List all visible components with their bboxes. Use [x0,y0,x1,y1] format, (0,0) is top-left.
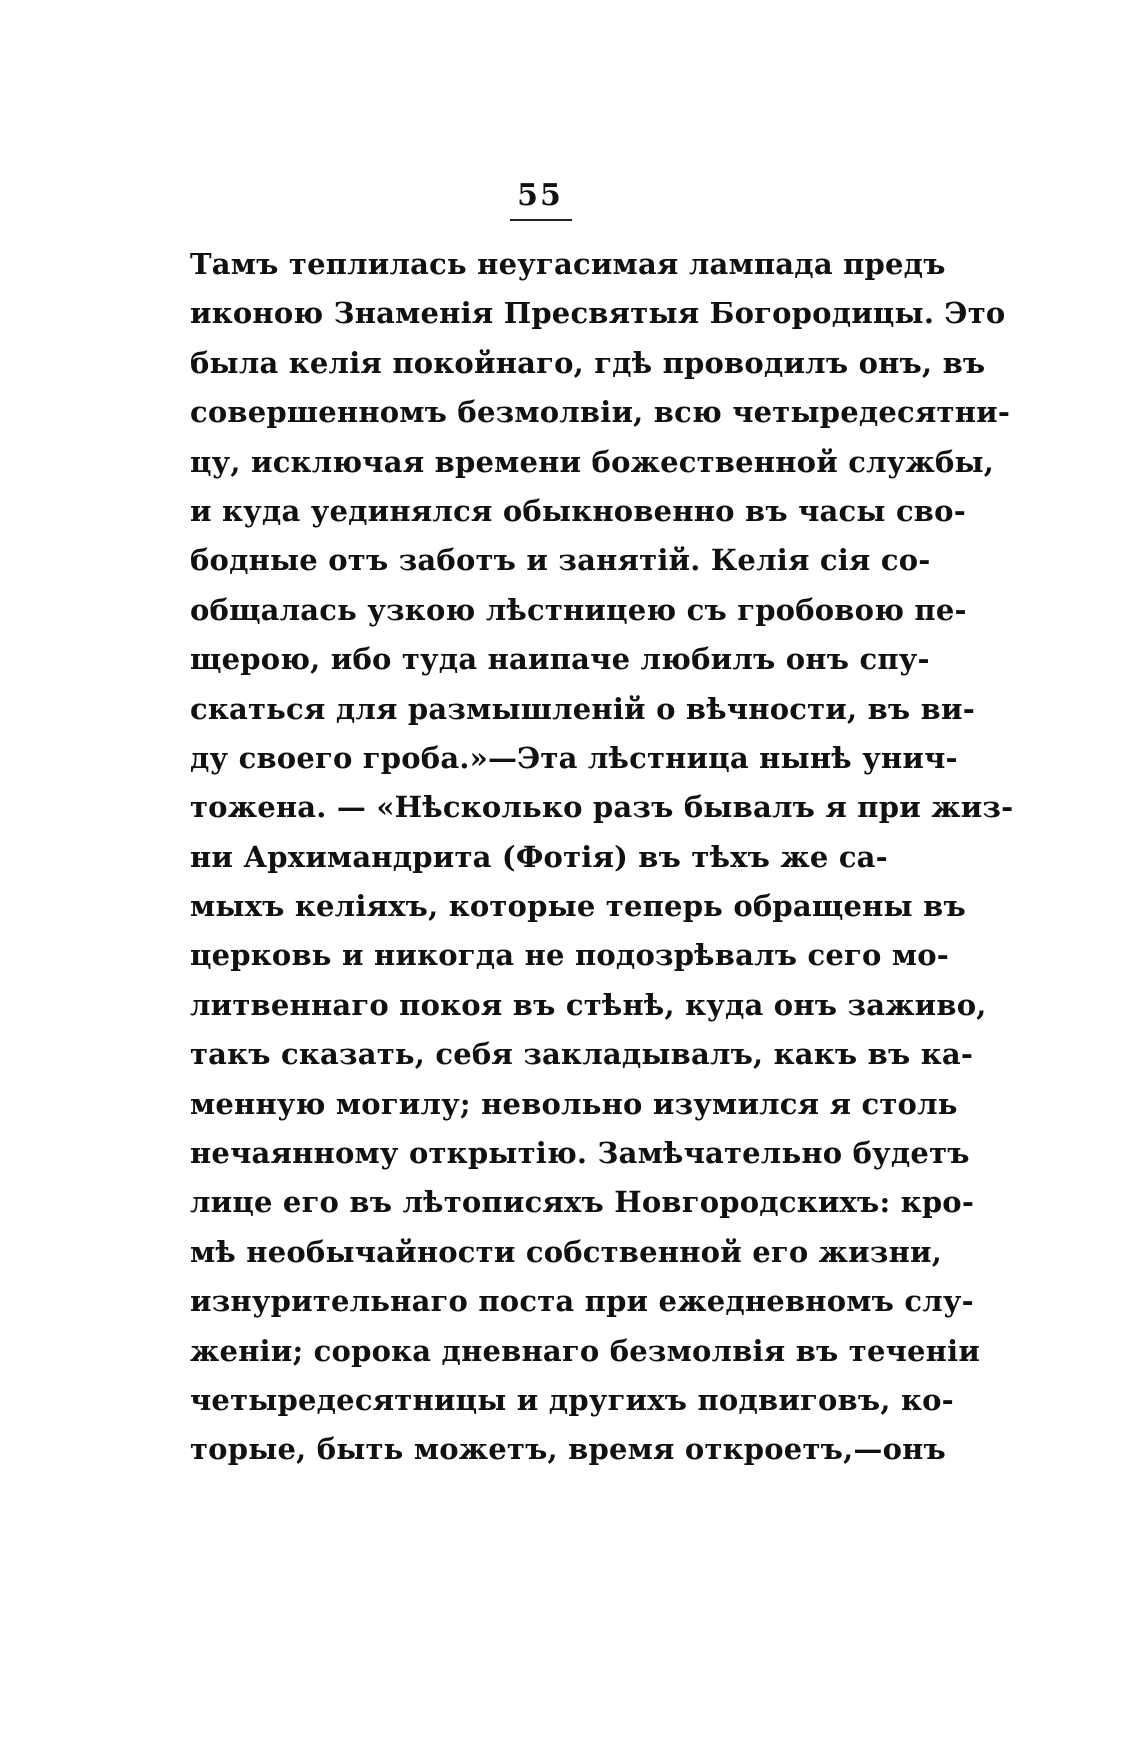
text-line: торые, быть можетъ, время откроетъ,—онъ [190,1432,946,1467]
text-line: женіи; сорока дневнаго безмолвія въ теченіи [190,1333,981,1368]
page-number-underline [510,219,572,221]
text-line: менную могилу; невольно изумился я столь [190,1086,958,1121]
text-line: была келія покойнаго, гдѣ проводилъ онъ, въ [190,345,986,380]
text-line: тожена. — «Нѣсколько разъ бывалъ я при жиз- [190,790,1014,825]
text-line: четыредесятницы и другихъ подвиговъ, ко- [190,1382,954,1417]
text-line: совершенномъ безмолвіи, всю четыредесятни- [190,395,1011,430]
text-line: иконою Знаменія Пресвятыя Богородицы. Это [190,296,1006,331]
text-line: Тамъ теплилась неугасимая лампада предъ [190,247,946,281]
text-line: мѣ необычайности собственной его жизни, [190,1234,943,1269]
text-line: ду своего гроба.»—Эта лѣстница нынѣ унич- [190,740,958,775]
text-line: нечаянному открытію. Замѣчательно будетъ [190,1136,970,1171]
text-line: церковь и никогда не подозрѣвалъ сего мо- [190,938,949,973]
text-line: мыхъ келіяхъ, которые теперь обращены въ [190,889,966,924]
text-line: цу, исключая времени божественной службы, [190,444,995,479]
text-line: общалась узкою лѣстницею съ гробовою пе- [190,592,967,627]
page-number: 55 [517,178,563,213]
text-line: лице его въ лѣтописяхъ Новгородскихъ: кро- [190,1185,975,1220]
body-text [190,240,1014,1475]
text-line: скаться для размышленій о вѣчности, въ ви- [190,691,975,726]
text-line: литвеннаго покоя въ стѣнѣ, куда онъ заживо, [190,987,987,1022]
text-line: ни Архимандрита (Фотія) въ тѣхъ же са- [190,839,888,874]
text-line: изнурительнаго поста при ежедневномъ слу- [190,1284,974,1319]
text-line: бодные отъ заботъ и занятій. Келія сія со- [190,543,931,578]
text-line: щерою, ибо туда наипаче любилъ онъ спу- [190,642,930,677]
text-line: такъ сказать, себя закладывалъ, какъ въ ка- [190,1037,974,1072]
text-line: и куда уединялся обыкновенно въ часы сво- [190,493,966,528]
